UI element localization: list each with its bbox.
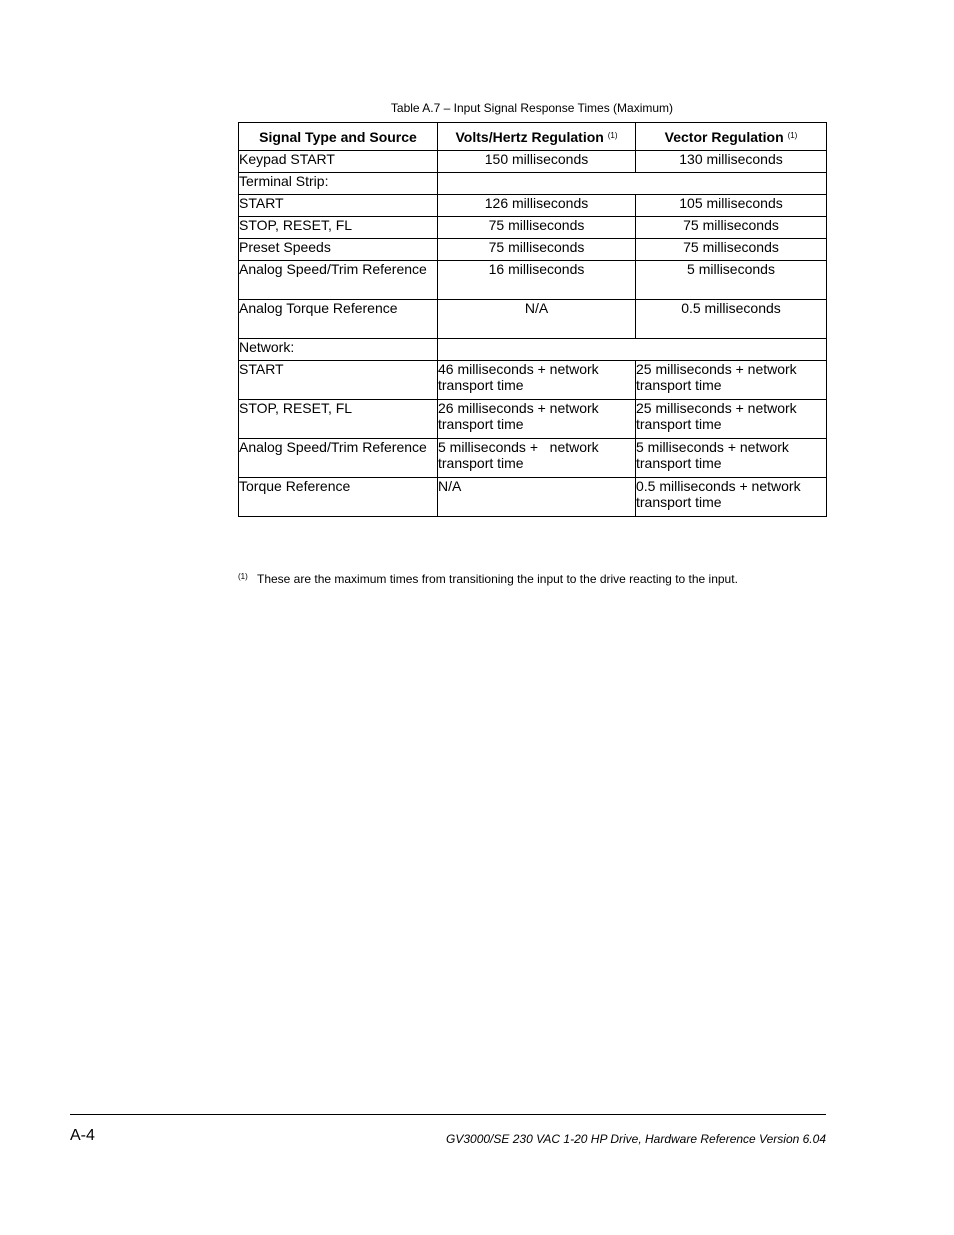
row-label: Analog Speed/Trim Reference [239, 261, 438, 300]
table-row [239, 217, 827, 239]
vhz-value: 126 milliseconds [438, 195, 636, 217]
table-caption: Table A.7 – Input Signal Response Times (Maximum) [390, 101, 674, 115]
table-group-row [239, 339, 827, 361]
row-label: STOP, RESET, FL [239, 217, 438, 239]
vector-value: 0.5 milliseconds + network transport time [636, 478, 827, 517]
row-label: Preset Speeds [239, 239, 438, 261]
vector-value: 25 milliseconds + network transport time [636, 400, 827, 439]
row-label: STOP, RESET, FL [239, 400, 438, 439]
table-row [239, 195, 827, 217]
page-number: A-4 [70, 1127, 95, 1144]
table-row [239, 439, 827, 478]
table-row [239, 151, 827, 173]
vector-value: 130 milliseconds [636, 151, 827, 173]
group-empty-cell [438, 173, 827, 195]
table-header-row [239, 123, 827, 151]
row-label: Analog Speed/Trim Reference [239, 439, 438, 478]
vhz-value: 46 milliseconds + network transport time [438, 361, 636, 400]
header-vhz-regulation: Volts/Hertz Regulation $^{(1)}$ [438, 123, 636, 151]
vhz-value: N/A [438, 300, 636, 339]
table-row [239, 361, 827, 400]
group-label: Network: [239, 339, 438, 361]
header-footnote-mark: (1) [607, 130, 618, 140]
table-row [239, 261, 827, 300]
group-label: Terminal Strip: [239, 173, 438, 195]
response-times-table [238, 122, 827, 517]
header-signal-type: Signal Type and Source [239, 123, 438, 151]
vector-value: 0.5 milliseconds [636, 300, 827, 339]
row-label: START [239, 361, 438, 400]
group-empty-cell [438, 339, 827, 361]
row-label: Keypad START [239, 151, 438, 173]
vector-value: 75 milliseconds [636, 217, 827, 239]
row-label: Analog Torque Reference [239, 300, 438, 339]
vhz-value: 16 milliseconds [438, 261, 636, 300]
vector-value: 75 milliseconds [636, 239, 827, 261]
table-row [239, 478, 827, 517]
vhz-value: N/A [438, 478, 636, 517]
row-label: START [239, 195, 438, 217]
footer-rule [70, 1114, 826, 1115]
vector-value: 5 milliseconds [636, 261, 827, 300]
footer-document-title: GV3000/SE 230 VAC 1-20 HP Drive, Hardware Reference Version 6.04 [446, 1132, 826, 1146]
vector-value: 5 milliseconds + network transport time [636, 439, 827, 478]
vector-value: 105 milliseconds [636, 195, 827, 217]
footnote-text: These are the maximum times from transitioning the input to the drive reacting to the input. [257, 572, 738, 586]
table-row [239, 300, 827, 339]
table-row [239, 400, 827, 439]
table-group-row [239, 173, 827, 195]
table-row [239, 239, 827, 261]
row-label: Torque Reference [239, 478, 438, 517]
table-footnote: (1) These are the maximum times from transitioning the input to the drive reacting to the input. [238, 572, 738, 586]
vector-value: 25 milliseconds + network transport time [636, 361, 827, 400]
vhz-value: 75 milliseconds [438, 239, 636, 261]
vhz-value: 75 milliseconds [438, 217, 636, 239]
header-footnote-mark: (1) [787, 130, 798, 140]
vhz-value: 26 milliseconds + network transport time [438, 400, 636, 439]
header-vector-regulation: Vector Regulation $^{(1)}$ [636, 123, 827, 151]
vhz-value: 150 milliseconds [438, 151, 636, 173]
vhz-value: 5 milliseconds + network transport time [438, 439, 636, 478]
